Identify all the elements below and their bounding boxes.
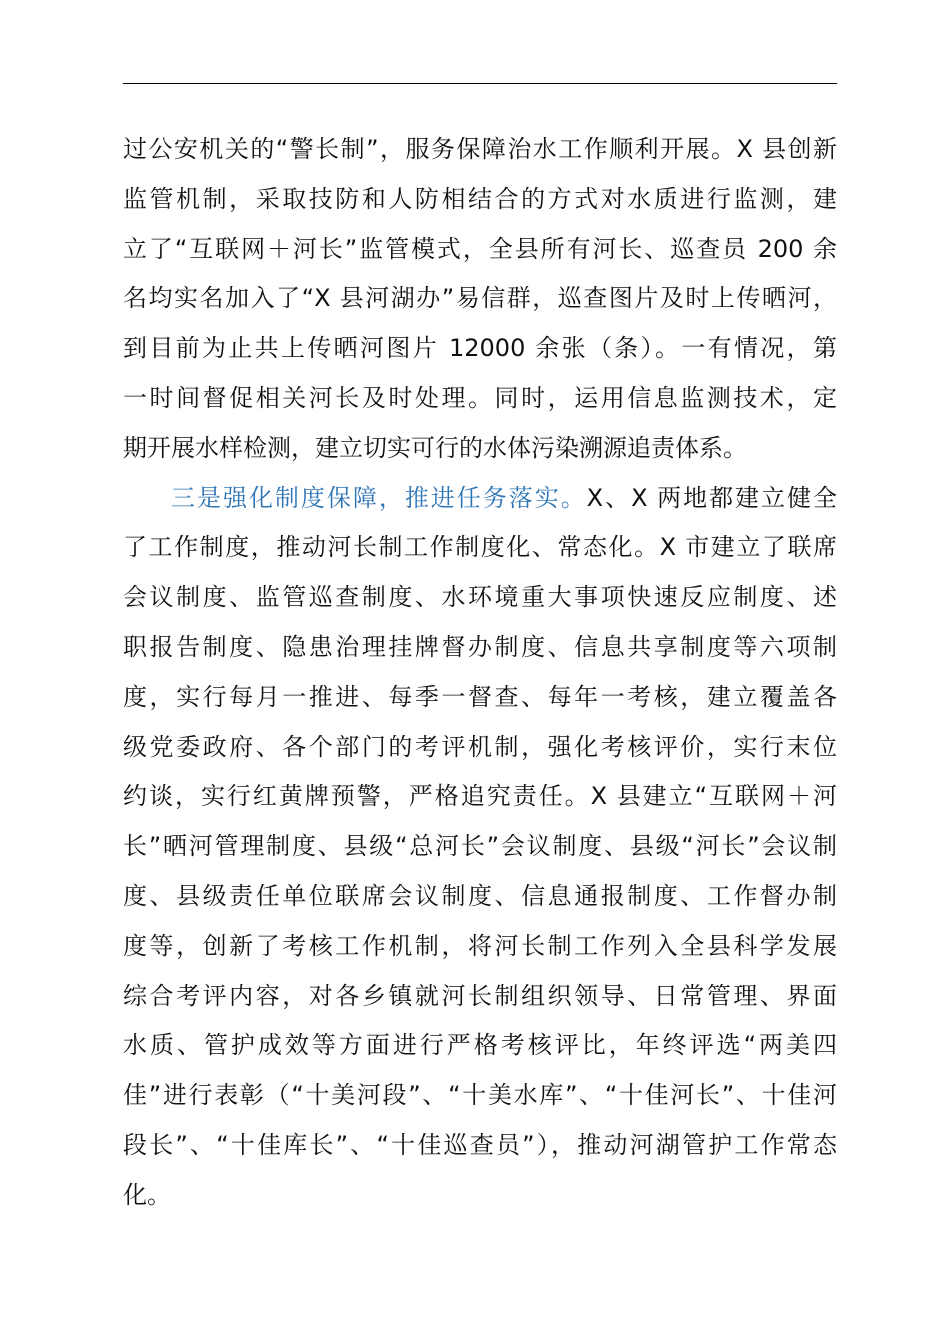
text-line: 度等，创新了考核工作机制，将河长制工作列入全县科学发展: [123, 931, 837, 960]
text-line: 度、县级责任单位联席会议制度、信息通报制度、工作督办制: [123, 881, 837, 910]
text-line: 过公安机关的“警长制”，服务保障治水工作顺利开展。X 县创新: [123, 135, 837, 163]
text-line: 会议制度、监管巡查制度、水环境重大事项快速反应制度、述: [123, 583, 837, 612]
text-line: 职报告制度、隐患治理挂牌督办制度、信息共享制度等六项制: [123, 632, 837, 661]
text-line: 期开展水样检测，建立切实可行的水体污染溯源追责体系。: [123, 433, 747, 462]
text-line: 段长”、“十佳库长”、“十佳巡查员”），推动河湖管护工作常态: [123, 1130, 837, 1159]
document-body: [123, 125, 837, 1221]
text-line: 长”晒河管理制度、县级“总河长”会议制度、县级“河长”会议制: [123, 832, 837, 861]
text-line-first: [123, 474, 837, 524]
text-line: 到目前为止共上传晒河图片 12000 余张（条）。一有情况，第: [123, 334, 837, 363]
text-line: 佳”进行表彰（“十美河段”、“十美水库”、“十佳河长”、十佳河: [123, 1081, 837, 1110]
text-line: 度，实行每月一推进、每季一督查、每年一考核，建立覆盖各: [123, 682, 837, 711]
heading-line-rest: X、X 两地都建立健全: [586, 483, 837, 512]
text-line: 约谈，实行红黄牌预警，严格追究责任。X 县建立“互联网＋河: [123, 782, 837, 811]
paragraph-continued: [123, 125, 837, 474]
text-line: 综合考评内容，对各乡镇就河长制组织领导、日常管理、界面: [123, 981, 837, 1010]
text-line: 了工作制度，推动河长制工作制度化、常态化。X 市建立了联席: [123, 533, 837, 562]
text-line: 水质、管护成效等方面进行严格考核评比，年终评选“两美四: [123, 1031, 837, 1060]
paragraph-heading: 三是强化制度保障，推进任务落实。: [171, 483, 587, 512]
text-line: 级党委政府、各个部门的考评机制，强化考核评价，实行末位: [123, 732, 837, 761]
paragraph-institutional-safeguards: [123, 474, 837, 1221]
text-line: 立了“互联网＋河长”监管模式，全县所有河长、巡查员 200 余: [123, 234, 837, 263]
text-line: 化。: [123, 1180, 171, 1209]
text-line: 名均实名加入了“X 县河湖办”易信群，巡查图片及时上传晒河，: [123, 284, 837, 313]
text-line: 监管机制，采取技防和人防相结合的方式对水质进行监测，建: [123, 184, 837, 213]
text-line: 一时间督促相关河长及时处理。同时，运用信息监测技术，定: [123, 383, 837, 412]
header-rule: [123, 83, 837, 84]
